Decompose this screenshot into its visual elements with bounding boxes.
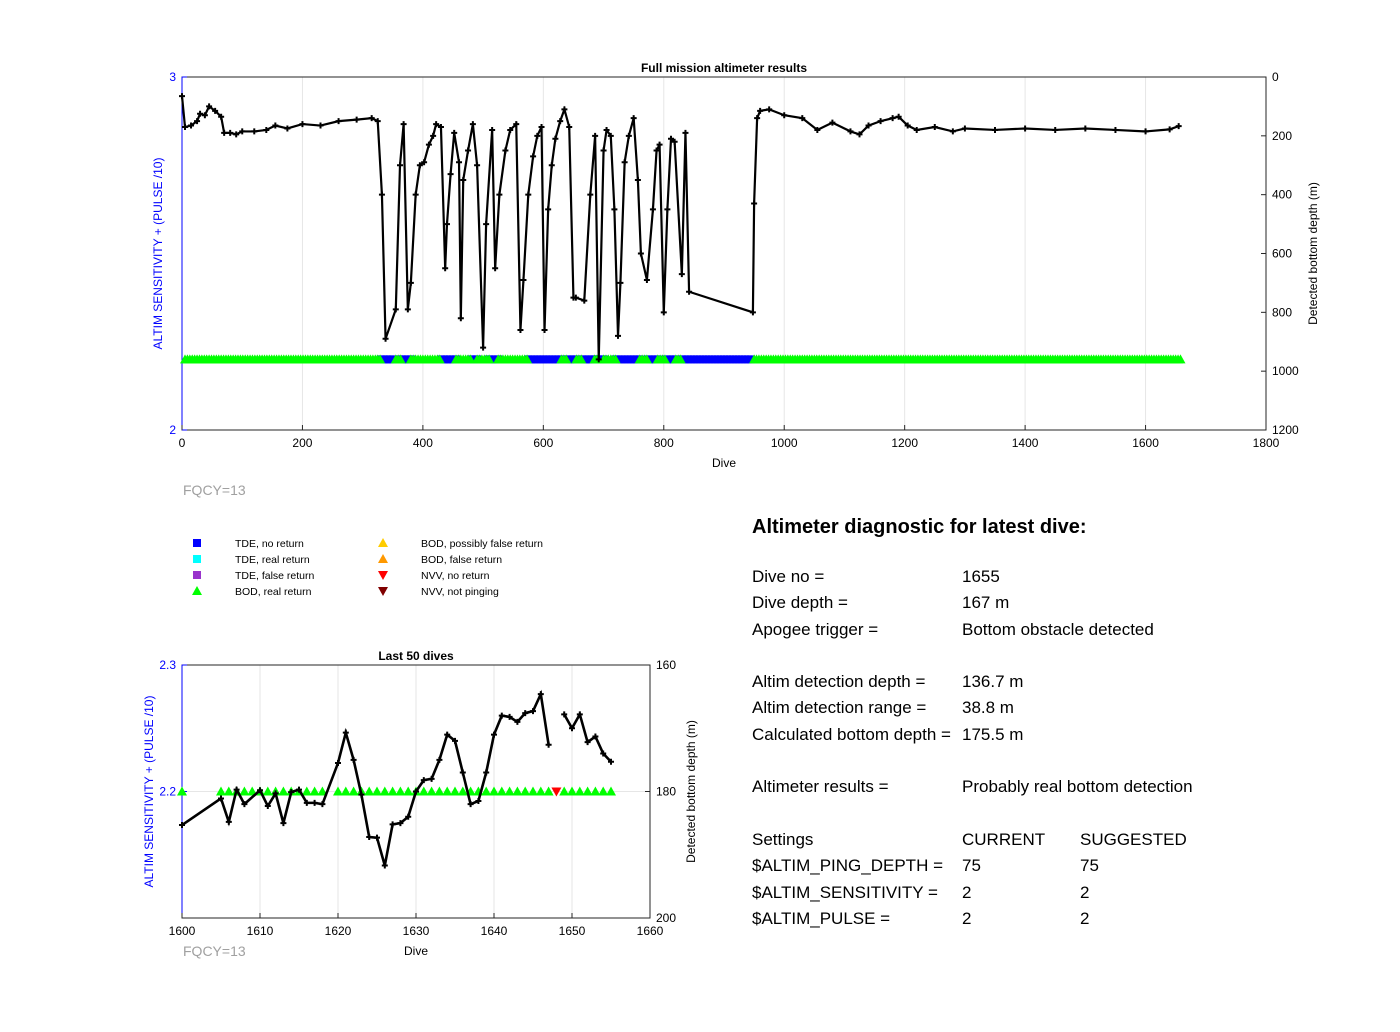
last50-chart-x-tick-label: 1600 <box>168 924 196 938</box>
bottom-depth-point <box>312 800 318 806</box>
bottom-depth-point <box>566 124 572 130</box>
bottom-depth-point <box>1082 125 1088 131</box>
bottom-depth-point <box>638 251 644 257</box>
bottom-depth-point <box>393 306 399 312</box>
legend-label: TDE, real return <box>235 554 310 566</box>
bottom-depth-point <box>552 136 558 142</box>
last50-chart-left-axis-label: ALTIM SENSITIVITY + (PULSE /10) <box>142 695 156 888</box>
bottom-depth-point <box>766 106 772 112</box>
bottom-depth-point <box>517 327 523 333</box>
bottom-depth-point <box>179 93 185 99</box>
bottom-depth-point <box>635 177 641 183</box>
top-chart-x-tick-label: 1000 <box>770 436 798 450</box>
last50-chart-left-tick-label: 2.2 <box>159 784 176 799</box>
dive-no-label: Dive no = <box>752 567 825 586</box>
bottom-depth-point <box>615 333 621 339</box>
bottom-depth-point <box>549 162 555 168</box>
bottom-depth-point <box>460 770 466 776</box>
bottom-depth-point <box>650 206 656 212</box>
dive-depth-row <box>752 593 1352 619</box>
bottom-depth-point <box>318 123 324 129</box>
legend-label: BOD, possibly false return <box>421 538 543 550</box>
bottom-depth-point <box>465 148 471 154</box>
last50-chart-x-tick-label: 1620 <box>324 924 352 938</box>
fqcy-top-label: FQCY=13 <box>183 482 246 498</box>
detect-depth-label: Altim detection depth = <box>752 672 926 692</box>
legend-label: TDE, false return <box>235 570 315 582</box>
bottom-depth-point <box>458 315 464 321</box>
detect-depth-row <box>752 672 1352 698</box>
bottom-depth-point <box>617 280 623 286</box>
bottom-depth-point <box>221 130 227 136</box>
bottom-depth-label: Calculated bottom depth = <box>752 724 951 744</box>
top-chart-x-tick-label: 600 <box>533 436 554 450</box>
fqcy-bottom-label: FQCY=13 <box>183 943 246 959</box>
top-chart-right-tick-label: 200 <box>1272 128 1293 143</box>
bottom-depth-point <box>182 124 188 130</box>
bottom-depth-point <box>456 159 462 165</box>
settings-header-row <box>752 830 1352 856</box>
legend-marker <box>193 539 201 547</box>
ping-depth-current: 75 <box>962 856 981 876</box>
bottom-depth-point <box>581 298 587 304</box>
top-chart-left-axis-label: ALTIM SENSITIVITY + (PULSE /10) <box>151 157 165 350</box>
top-chart-right-axis-label: Detected bottom depth (m) <box>1306 182 1320 325</box>
detect-range-row <box>752 698 1352 724</box>
bottom-depth-point <box>781 112 787 118</box>
bottom-depth-point <box>226 819 232 825</box>
last50-chart-right-tick-label: 180 <box>656 784 677 799</box>
bottom-depth-point <box>413 192 419 198</box>
bottom-depth-point <box>992 127 998 133</box>
top-chart-x-tick-label: 1600 <box>1132 436 1159 450</box>
sensitivity-suggested: 2 <box>1080 882 1090 902</box>
bottom-depth-point <box>284 125 290 131</box>
bottom-depth-value: 175.5 m <box>962 724 1024 744</box>
pulse-current: 2 <box>962 908 972 928</box>
bottom-depth-point <box>664 206 670 212</box>
bottom-depth-point <box>601 148 607 154</box>
pulse-row <box>752 909 1352 935</box>
current-header: CURRENT <box>962 829 1046 849</box>
bottom-depth-point <box>483 770 489 776</box>
bottom-depth-point <box>592 133 598 139</box>
bottom-depth-point <box>408 280 414 286</box>
bottom-depth-line <box>182 96 1179 359</box>
bottom-depth-point <box>644 277 650 283</box>
bottom-depth-point <box>561 106 567 112</box>
bottom-depth-point <box>383 336 389 342</box>
apogee-label: Apogee trigger = <box>752 619 879 639</box>
bottom-depth-point <box>626 133 632 139</box>
suggested-header: SUGGESTED <box>1080 829 1187 849</box>
legend-label: TDE, no return <box>235 538 304 550</box>
bottom-depth-point <box>227 130 233 136</box>
dive-no-value: 1655 <box>962 567 1000 586</box>
dive-depth-value: 167 m <box>962 593 1010 613</box>
top-chart-right-tick-label: 600 <box>1272 246 1293 261</box>
detect-depth-value: 136.7 m <box>962 672 1024 692</box>
top-chart-x-tick-label: 1200 <box>891 436 919 450</box>
last50-chart-x-tick-label: 1610 <box>246 924 274 938</box>
bottom-depth-point <box>390 821 396 827</box>
bottom-depth-point <box>1167 126 1173 132</box>
bottom-depth-point <box>757 108 763 114</box>
bottom-depth-point <box>546 742 552 748</box>
bottom-depth-point <box>489 127 495 133</box>
bottom-depth-point <box>1022 125 1028 131</box>
legend-marker <box>193 555 201 563</box>
settings-label: Settings <box>752 829 814 849</box>
top-chart-x-tick-label: 0 <box>178 436 186 450</box>
bottom-depth-point <box>374 835 380 841</box>
top-chart-right-tick-label: 1200 <box>1272 423 1299 437</box>
bottom-depth-row <box>752 725 1352 751</box>
bottom-depth-point <box>682 130 688 136</box>
bottom-depth-point <box>401 121 407 127</box>
top-chart-right-tick-label: 400 <box>1272 187 1293 202</box>
bottom-depth-point <box>754 115 760 121</box>
bottom-depth-point <box>379 192 385 198</box>
bottom-depth-point <box>502 148 508 154</box>
legend-label: NVV, not pinging <box>421 586 499 598</box>
sensitivity-label: $ALTIM_SENSITIVITY = <box>752 882 938 902</box>
detect-range-value: 38.8 m <box>962 698 1014 718</box>
bottom-depth-point <box>351 757 357 763</box>
diagnostic-heading: Altimeter diagnostic for latest dive: <box>752 516 1087 538</box>
top-chart-left-tick-label: 3 <box>169 70 176 84</box>
bottom-depth-point <box>382 863 388 869</box>
last50-chart-x-tick-label: 1660 <box>636 924 664 938</box>
dive-no-row <box>752 567 1352 593</box>
bottom-depth-point <box>878 118 884 124</box>
bottom-depth-point <box>520 277 526 283</box>
bottom-depth-point <box>686 289 692 295</box>
bottom-depth-point <box>480 345 486 351</box>
last50-chart-title: Last 50 dives <box>378 649 454 663</box>
dive-depth-label: Dive depth = <box>752 593 848 613</box>
results-label: Altimeter results = <box>752 777 889 797</box>
legend-marker <box>378 587 388 596</box>
bottom-depth-point <box>631 115 637 121</box>
bottom-depth-point <box>1143 128 1149 134</box>
bottom-depth-point <box>496 192 502 198</box>
bottom-depth-point <box>1112 127 1118 133</box>
top-chart-x-tick-label: 1400 <box>1011 436 1039 450</box>
last50-chart-x-tick-label: 1630 <box>402 924 430 938</box>
bottom-depth-point <box>622 159 628 165</box>
legend-label: BOD, real return <box>235 586 312 598</box>
bottom-depth-point <box>366 834 372 840</box>
bottom-depth-point <box>397 162 403 168</box>
bottom-depth-point <box>336 118 342 124</box>
bottom-depth-point <box>587 192 593 198</box>
results-row <box>752 777 1352 803</box>
top-chart-left-tick-label: 2 <box>169 423 176 437</box>
bottom-depth-point <box>751 200 757 206</box>
bottom-depth-point <box>280 820 286 826</box>
top-chart-right-tick-label: 0 <box>1272 70 1279 84</box>
bottom-depth-point <box>251 128 257 134</box>
bottom-depth-point <box>448 171 454 177</box>
top-chart-right-tick-label: 800 <box>1272 305 1293 320</box>
bottom-depth-point <box>460 177 466 183</box>
legend-marker <box>192 586 202 595</box>
bottom-depth-point <box>470 121 476 127</box>
detect-range-label: Altim detection range = <box>752 698 927 718</box>
bottom-depth-point <box>545 206 551 212</box>
last50-chart-right-tick-label: 160 <box>656 658 677 672</box>
top-chart-right-tick-label: 1000 <box>1272 364 1299 379</box>
bottom-depth-point <box>442 265 448 271</box>
apogee-value: Bottom obstacle detected <box>962 619 1154 639</box>
last50-chart-x-axis-label: Dive <box>403 944 429 958</box>
apogee-row <box>752 620 1352 646</box>
ping-depth-label: $ALTIM_PING_DEPTH = <box>752 856 943 876</box>
last50-chart-right-tick-label: 200 <box>656 911 677 925</box>
bottom-depth-point <box>492 265 498 271</box>
top-chart-x-tick-label: 400 <box>412 436 433 450</box>
pulse-label: $ALTIM_PULSE = <box>752 908 891 928</box>
legend-marker <box>193 571 201 579</box>
bottom-depth-point <box>1176 123 1182 129</box>
bottom-depth-point <box>661 309 667 315</box>
bottom-depth-point <box>557 118 563 124</box>
legend-label: BOD, false return <box>421 554 503 566</box>
last50-chart-left-tick-label: 2.3 <box>159 658 176 672</box>
last50-chart-x-tick-label: 1640 <box>480 924 508 938</box>
results-value: Probably real bottom detection <box>962 777 1193 797</box>
bottom-depth-point <box>611 206 617 212</box>
top-chart-x-tick-label: 200 <box>292 436 313 450</box>
bottom-depth-point <box>679 271 685 277</box>
bottom-depth-point <box>530 153 536 159</box>
bottom-depth-point <box>474 162 480 168</box>
bottom-depth-point <box>950 128 956 134</box>
top-chart-x-tick-label: 1800 <box>1252 436 1280 450</box>
bottom-depth-point <box>750 309 756 315</box>
bottom-depth-point <box>525 192 531 198</box>
pulse-suggested: 2 <box>1080 908 1090 928</box>
legend-marker <box>378 554 388 563</box>
bottom-depth-point <box>451 130 457 136</box>
top-chart-x-axis-label: Dive <box>711 456 737 470</box>
ping-depth-suggested: 75 <box>1080 856 1099 876</box>
ping-depth-row <box>752 856 1352 882</box>
legend-marker <box>378 571 388 580</box>
sensitivity-current: 2 <box>962 882 972 902</box>
diagnostic-panel <box>752 516 1352 935</box>
bottom-depth-point <box>962 125 968 131</box>
last50-chart-right-axis-label: Detected bottom depth (m) <box>684 720 698 863</box>
bottom-depth-point <box>299 121 305 127</box>
bottom-depth-point <box>890 115 896 121</box>
sensitivity-row <box>752 883 1352 909</box>
bottom-depth-point <box>483 221 489 227</box>
legend-marker <box>378 538 388 547</box>
legend-label: NVV, no return <box>421 570 490 582</box>
bottom-depth-point <box>932 124 938 130</box>
top-chart-title: Full mission altimeter results <box>640 61 808 75</box>
last50-chart-x-tick-label: 1650 <box>558 924 586 938</box>
bottom-depth-point <box>343 730 349 736</box>
bottom-depth-point <box>354 117 360 123</box>
top-chart-x-tick-label: 800 <box>653 436 674 450</box>
bottom-depth-point <box>542 327 548 333</box>
bottom-depth-point <box>1052 127 1058 133</box>
bottom-depth-point <box>405 306 411 312</box>
